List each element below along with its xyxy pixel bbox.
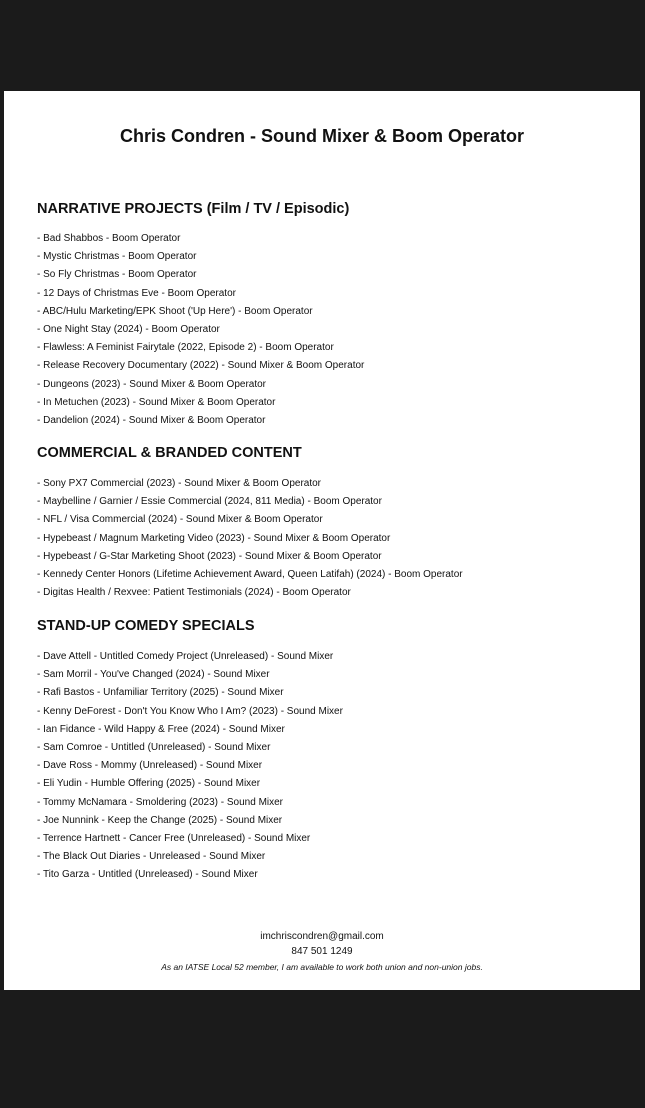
list-item: - 12 Days of Christmas Eve - Boom Operator — [37, 285, 364, 303]
page-title: Chris Condren - Sound Mixer & Boom Operator — [119, 126, 525, 146]
list-item: - Sony PX7 Commercial (2023) - Sound Mixer & Boom Operator — [37, 475, 463, 493]
list-item: - Flawless: A Feminist Fairytale (2022, Episode 2) - Boom Operator — [37, 339, 364, 357]
list-item: - Sam Comroe - Untitled (Unreleased) - Sound Mixer — [37, 739, 343, 757]
union-note: As an IATSE Local 52 member, I am available to work both union and non-union jobs. — [161, 962, 483, 972]
list-item: - Rafi Bastos - Unfamiliar Territory (2025) - Sound Mixer — [37, 684, 343, 702]
list-item: - Release Recovery Documentary (2022) - Sound Mixer & Boom Operator — [37, 357, 364, 375]
list-item: - Mystic Christmas - Boom Operator — [37, 248, 364, 266]
list-item: - Terrence Hartnett - Cancer Free (Unreleased) - Sound Mixer — [37, 830, 343, 848]
list-item: - So Fly Christmas - Boom Operator — [37, 266, 364, 284]
list-item: - Dandelion (2024) - Sound Mixer & Boom Operator — [37, 412, 364, 430]
list-item: - Hypebeast / Magnum Marketing Video (2023) - Sound Mixer & Boom Operator — [37, 530, 463, 548]
list-item: - Eli Yudin - Humble Offering (2025) - Sound Mixer — [37, 775, 343, 793]
list-item: - NFL / Visa Commercial (2024) - Sound Mixer & Boom Operator — [37, 511, 463, 529]
list-item: - The Black Out Diaries - Unreleased - Sound Mixer — [37, 848, 343, 866]
contact-email: imchriscondren@gmail.com — [260, 931, 384, 942]
list-item: - Joe Nunnink - Keep the Change (2025) - Sound Mixer — [37, 812, 343, 830]
list-item: - Kennedy Center Honors (Lifetime Achievement Award, Queen Latifah) (2024) - Boom Operator — [37, 566, 463, 584]
list-item: - Dungeons (2023) - Sound Mixer & Boom Operator — [37, 376, 364, 394]
list-item: - Maybelline / Garnier / Essie Commercial (2024, 811 Media) - Boom Operator — [37, 493, 463, 511]
section-heading-commercial: COMMERCIAL & BRANDED CONTENT — [37, 445, 302, 461]
narrative-projects-list — [37, 230, 364, 430]
contact-phone: 847 501 1249 — [291, 946, 353, 957]
list-item: - Bad Shabbos - Boom Operator — [37, 230, 364, 248]
commercial-content-list — [37, 475, 463, 602]
resume-page — [4, 91, 640, 990]
list-item: - Tommy McNamara - Smoldering (2023) - Sound Mixer — [37, 794, 343, 812]
list-item: - ABC/Hulu Marketing/EPK Shoot ('Up Here') - Boom Operator — [37, 303, 364, 321]
list-item: - Dave Attell - Untitled Comedy Project (Unreleased) - Sound Mixer — [37, 648, 343, 666]
list-item: - Sam Morril - You've Changed (2024) - Sound Mixer — [37, 666, 343, 684]
list-item: - Kenny DeForest - Don't You Know Who I Am? (2023) - Sound Mixer — [37, 703, 343, 721]
comedy-specials-list — [37, 648, 343, 884]
list-item: - One Night Stay (2024) - Boom Operator — [37, 321, 364, 339]
list-item: - Ian Fidance - Wild Happy & Free (2024) - Sound Mixer — [37, 721, 343, 739]
section-heading-narrative: NARRATIVE PROJECTS (Film / TV / Episodic) — [37, 201, 350, 217]
list-item: - Tito Garza - Untitled (Unreleased) - Sound Mixer — [37, 866, 343, 884]
list-item: - In Metuchen (2023) - Sound Mixer & Boom Operator — [37, 394, 364, 412]
list-item: - Digitas Health / Rexvee: Patient Testimonials (2024) - Boom Operator — [37, 584, 463, 602]
list-item: - Hypebeast / G-Star Marketing Shoot (2023) - Sound Mixer & Boom Operator — [37, 548, 463, 566]
list-item: - Dave Ross - Mommy (Unreleased) - Sound Mixer — [37, 757, 343, 775]
section-heading-comedy: STAND-UP COMEDY SPECIALS — [37, 618, 255, 634]
